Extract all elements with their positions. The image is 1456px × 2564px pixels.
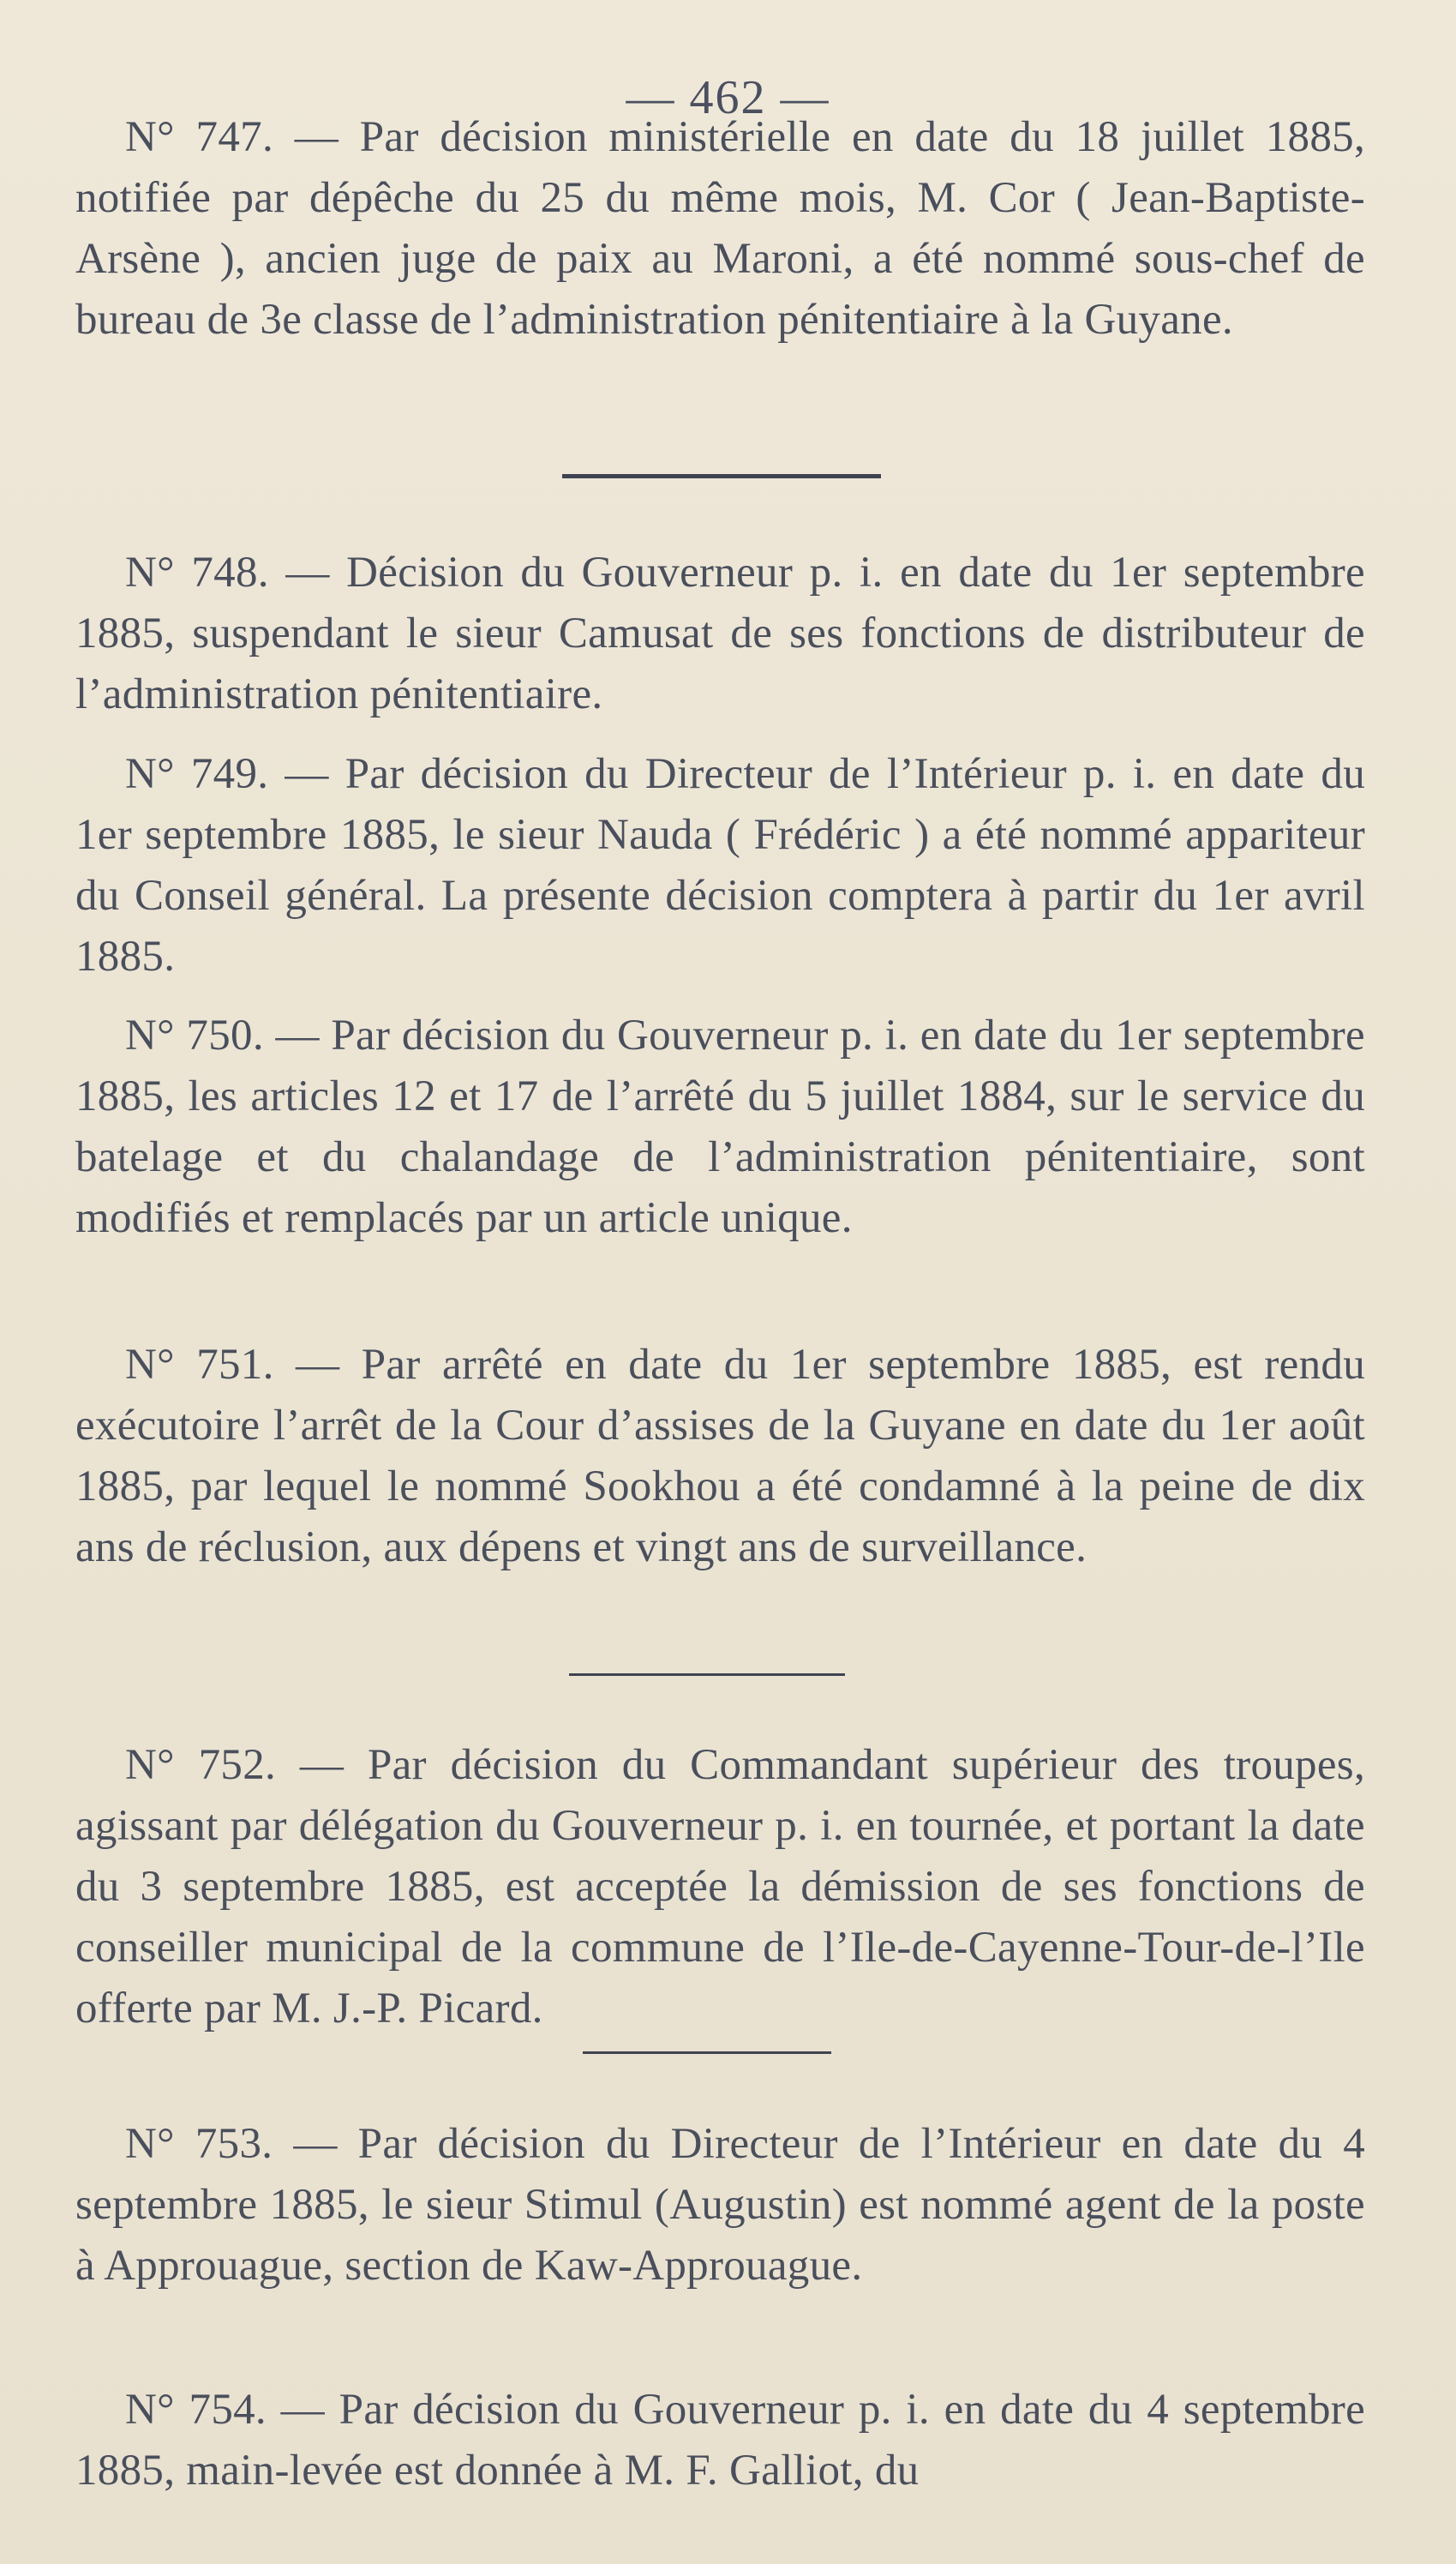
entry-text: N° 754. — Par décision du Gouverneur p. i. en date du 4 septembre 1885, main-levée est donnée à M. F. Galliot, du [75,2386,1365,2495]
separator-rule [569,1673,845,1676]
entry-748 [75,543,1365,725]
entry-text: N° 753. — Par décision du Directeur de l’Intérieur en date du 4 septembre 1885, le sieur Stimul (Augustin) est nommé agent de la poste à Approuague, section de Kaw-Approuague. [75,2120,1365,2290]
separator-rule [583,2051,831,2054]
entry-753 [75,2114,1365,2297]
entry-text: N° 747. — Par décision ministérielle en date du 18 juillet 1885, notifiée par dépêche du 25 du même mois, M. Cor ( Jean-Baptiste-Arsène ), ancien juge de paix au Maroni, a été nommé sous-chef de bureau de 3e classe de l’administration pénitentiaire à la Guyane. [75,113,1365,344]
separator-rule [562,474,881,478]
entry-750 [75,1006,1365,1249]
entry-text: N° 749. — Par décision du Directeur de l’Intérieur p. i. en date du 1er septembre 1885, le sieur Nauda ( Frédéric ) a été nommé appariteur du Conseil général. La présente décision comptera à partir du 1er avril 1885. [75,750,1365,981]
entry-752 [75,1735,1365,2039]
entry-749 [75,744,1365,988]
entry-text: N° 748. — Décision du Gouverneur p. i. en date du 1er septembre 1885, suspendant le sieur Camusat de ses fonctions de distributeur de l’administration pénitentiaire. [75,549,1365,718]
entry-751 [75,1335,1365,1578]
entry-text: N° 752. — Par décision du Commandant supérieur des troupes, agissant par délégation du Gouverneur p. i. en tournée, et portant la date du 3 septembre 1885, est acceptée la démission de ses fonctions de conseiller municipal de la commune de l’Ile-de-Cayenne-Tour-de-l’Ile offerte par M. J.-P. Picard. [75,1741,1365,2033]
page-number: — 462 — [626,71,830,124]
entry-747 [75,107,1365,351]
entry-754 [75,2380,1365,2501]
entry-text: N° 751. — Par arrêté en date du 1er septembre 1885, est rendu exécutoire l’arrêt de la Cour d’assises de la Guyane en date du 1er août 1885, par lequel le nommé Sookhou a été condamné à la peine de dix ans de réclusion, aux dépens et vingt ans de surveillance. [75,1341,1365,1571]
entry-text: N° 750. — Par décision du Gouverneur p. i. en date du 1er septembre 1885, les articles 12 et 17 de l’arrêté du 5 juillet 1884, sur le service du batelage et du chalandage de l’administration pénitentiaire, sont modifiés et remplacés par un article unique. [75,1012,1365,1242]
